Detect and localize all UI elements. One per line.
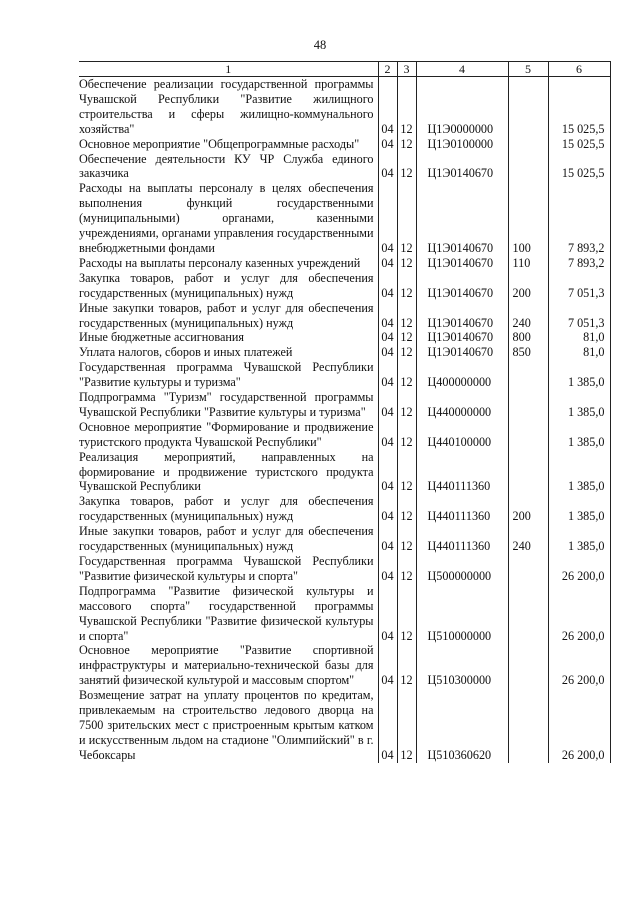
subsection-code-cell: 12 <box>397 330 416 345</box>
section-code-cell: 04 <box>378 301 397 331</box>
row-name-cell: Обеспечение реализации государственной программы Чувашской Республики "Развитие жилищного строительства и сферы жилищно-коммунального хозяйства" <box>79 77 374 136</box>
column-header: 5 <box>508 62 548 77</box>
amount-cell: 15 025,5 <box>548 77 610 137</box>
table-row <box>79 137 610 152</box>
subsection-code-cell: 12 <box>397 688 416 763</box>
table-row <box>79 301 610 331</box>
expense-type-cell: 110 <box>508 256 548 271</box>
target-article-cell: Ц500000000 <box>416 554 508 584</box>
table-row <box>79 390 610 420</box>
subsection-code-cell: 12 <box>397 152 416 182</box>
amount-cell: 7 893,2 <box>548 181 610 256</box>
section-code-cell: 04 <box>378 256 397 271</box>
row-name-cell: Обеспечение деятельности КУ ЧР Служба единого заказчика <box>79 151 374 181</box>
section-code-cell: 04 <box>378 181 397 256</box>
subsection-code-cell: 12 <box>397 77 416 137</box>
expense-type-cell <box>508 450 548 495</box>
subsection-code-cell: 12 <box>397 137 416 152</box>
expense-type-cell: 100 <box>508 181 548 256</box>
row-name-cell: Основное мероприятие "Общепрограммные расходы" <box>79 136 360 151</box>
subsection-code-cell: 12 <box>397 390 416 420</box>
expense-type-cell <box>508 584 548 644</box>
target-article-cell: Ц1Э0140670 <box>416 152 508 182</box>
expense-type-cell: 240 <box>508 524 548 554</box>
table-row <box>79 256 610 271</box>
column-header: 6 <box>548 62 610 77</box>
table-row <box>79 77 610 137</box>
section-code-cell: 04 <box>378 584 397 644</box>
amount-cell: 7 051,3 <box>548 301 610 331</box>
amount-cell: 1 385,0 <box>548 494 610 524</box>
section-code-cell: 04 <box>378 420 397 450</box>
subsection-code-cell: 12 <box>397 494 416 524</box>
subsection-code-cell: 12 <box>397 360 416 390</box>
table-row <box>79 181 610 256</box>
expense-type-cell: 800 <box>508 330 548 345</box>
expense-type-cell <box>508 77 548 137</box>
row-name-cell: Иные закупки товаров, работ и услуг для обеспечения государственных (муниципальных) нужд <box>79 300 374 330</box>
row-name-cell: Закупка товаров, работ и услуг для обеспечения государственных (муниципальных) нужд <box>79 270 374 300</box>
amount-cell: 1 385,0 <box>548 450 610 495</box>
amount-cell: 1 385,0 <box>548 420 610 450</box>
column-header: 2 <box>378 62 397 77</box>
expense-type-cell <box>508 643 548 688</box>
target-article-cell: Ц1Э0140670 <box>416 345 508 360</box>
table-row <box>79 271 610 301</box>
target-article-cell: Ц400000000 <box>416 360 508 390</box>
row-name-cell: Основное мероприятие "Развитие спортивной инфраструктуры и материально-технической базы для занятий физической культурой и массовым спортом" <box>79 643 374 688</box>
table-row <box>79 643 610 688</box>
row-name-cell: Реализация мероприятий, направленных на формирование и продвижение туристского продукта Чувашской Республики <box>79 449 374 494</box>
section-code-cell: 04 <box>378 390 397 420</box>
section-code-cell: 04 <box>378 77 397 137</box>
section-code-cell: 04 <box>378 554 397 584</box>
target-article-cell: Ц510360620 <box>416 688 508 763</box>
target-article-cell: Ц440000000 <box>416 390 508 420</box>
section-code-cell: 04 <box>378 524 397 554</box>
row-name-cell: Иные закупки товаров, работ и услуг для обеспечения государственных (муниципальных) нужд <box>79 524 374 554</box>
expense-type-cell <box>508 360 548 390</box>
table-row <box>79 584 610 644</box>
table-row <box>79 554 610 584</box>
amount-cell: 26 200,0 <box>548 643 610 688</box>
subsection-code-cell: 12 <box>397 181 416 256</box>
row-name-cell: Иные бюджетные ассигнования <box>79 330 245 345</box>
row-name-cell: Возмещение затрат на уплату процентов по кредитам, привлекаемым на строительство ледового дворца на 7500 зрительских мест с пристроенным крытым катком и искусственным льдом на стадионе "Олимпийский" в г. Чебоксары <box>79 688 374 762</box>
target-article-cell: Ц510000000 <box>416 584 508 644</box>
row-name-cell: Закупка товаров, работ и услуг для обеспечения государственных (муниципальных) нужд <box>79 494 374 524</box>
subsection-code-cell: 12 <box>397 256 416 271</box>
row-name-cell: Государственная программа Чувашской Республики "Развитие культуры и туризма" <box>79 360 374 390</box>
target-article-cell: Ц1Э0140670 <box>416 181 508 256</box>
target-article-cell: Ц440111360 <box>416 494 508 524</box>
expense-type-cell: 200 <box>508 271 548 301</box>
amount-cell: 26 200,0 <box>548 584 610 644</box>
subsection-code-cell: 12 <box>397 271 416 301</box>
row-name-cell: Основное мероприятие "Формирование и продвижение туристского продукта Чувашской Республики" <box>79 419 374 449</box>
row-name-cell: Уплата налогов, сборов и иных платежей <box>79 345 293 360</box>
amount-cell: 1 385,0 <box>548 524 610 554</box>
subsection-code-cell: 12 <box>397 450 416 495</box>
table-row <box>79 494 610 524</box>
table-row <box>79 345 610 360</box>
expense-type-cell <box>508 688 548 763</box>
amount-cell: 26 200,0 <box>548 688 610 763</box>
amount-cell: 81,0 <box>548 345 610 360</box>
page-number: 48 <box>313 38 327 52</box>
expense-type-cell <box>508 420 548 450</box>
row-name-cell: Государственная программа Чувашской Республики "Развитие физической культуры и спорта" <box>79 554 374 583</box>
table-body <box>79 77 610 763</box>
column-header: 4 <box>416 62 508 77</box>
column-header: 1 <box>79 62 378 77</box>
table-row <box>79 524 610 554</box>
subsection-code-cell: 12 <box>397 524 416 554</box>
section-code-cell: 04 <box>378 271 397 301</box>
target-article-cell: Ц1Э0100000 <box>416 137 508 152</box>
subsection-code-cell: 12 <box>397 643 416 688</box>
table-row <box>79 360 610 390</box>
table-row <box>79 450 610 495</box>
amount-cell: 15 025,5 <box>548 152 610 182</box>
row-name-cell: Расходы на выплаты персоналу казенных учреждений <box>79 255 361 270</box>
expense-type-cell: 850 <box>508 345 548 360</box>
amount-cell: 1 385,0 <box>548 390 610 420</box>
amount-cell: 1 385,0 <box>548 360 610 390</box>
row-name-cell: Расходы на выплаты персоналу в целях обеспечения выполнения функций государственными (муниципальными) органами, казенными учреждениями, органами управления государственными внебюджетными фондами <box>79 181 374 255</box>
expense-type-cell: 240 <box>508 301 548 331</box>
section-code-cell: 04 <box>378 345 397 360</box>
row-name-cell: Подпрограмма "Развитие физической культуры и массового спорта" государственной программы Чувашской Республики "Развитие физической культуры и спорта" <box>79 583 374 643</box>
subsection-code-cell: 12 <box>397 345 416 360</box>
expense-type-cell <box>508 390 548 420</box>
table-row <box>79 152 610 182</box>
target-article-cell: Ц440111360 <box>416 524 508 554</box>
expense-type-cell: 200 <box>508 494 548 524</box>
target-article-cell: Ц510300000 <box>416 643 508 688</box>
amount-cell: 7 051,3 <box>548 271 610 301</box>
target-article-cell: Ц1Э0140670 <box>416 330 508 345</box>
section-code-cell: 04 <box>378 643 397 688</box>
section-code-cell: 04 <box>378 450 397 495</box>
target-article-cell: Ц440111360 <box>416 450 508 495</box>
section-code-cell: 04 <box>378 137 397 152</box>
section-code-cell: 04 <box>378 330 397 345</box>
target-article-cell: Ц440100000 <box>416 420 508 450</box>
amount-cell: 81,0 <box>548 330 610 345</box>
amount-cell: 7 893,2 <box>548 256 610 271</box>
expense-type-cell <box>508 554 548 584</box>
table-row <box>79 420 610 450</box>
section-code-cell: 04 <box>378 152 397 182</box>
budget-table <box>79 61 611 763</box>
column-header: 3 <box>397 62 416 77</box>
amount-cell: 15 025,5 <box>548 137 610 152</box>
section-code-cell: 04 <box>378 360 397 390</box>
table-row <box>79 330 610 345</box>
section-code-cell: 04 <box>378 494 397 524</box>
subsection-code-cell: 12 <box>397 554 416 584</box>
subsection-code-cell: 12 <box>397 584 416 644</box>
table-header-row <box>79 62 610 77</box>
expense-type-cell <box>508 137 548 152</box>
target-article-cell: Ц1Э0000000 <box>416 77 508 137</box>
section-code-cell: 04 <box>378 688 397 763</box>
subsection-code-cell: 12 <box>397 420 416 450</box>
target-article-cell: Ц1Э0140670 <box>416 271 508 301</box>
target-article-cell: Ц1Э0140670 <box>416 301 508 331</box>
subsection-code-cell: 12 <box>397 301 416 331</box>
target-article-cell: Ц1Э0140670 <box>416 256 508 271</box>
expense-type-cell <box>508 152 548 182</box>
row-name-cell: Подпрограмма "Туризм" государственной программы Чувашской Республики "Развитие культуры и туризма" <box>79 390 374 419</box>
table-row <box>79 688 610 763</box>
amount-cell: 26 200,0 <box>548 554 610 584</box>
